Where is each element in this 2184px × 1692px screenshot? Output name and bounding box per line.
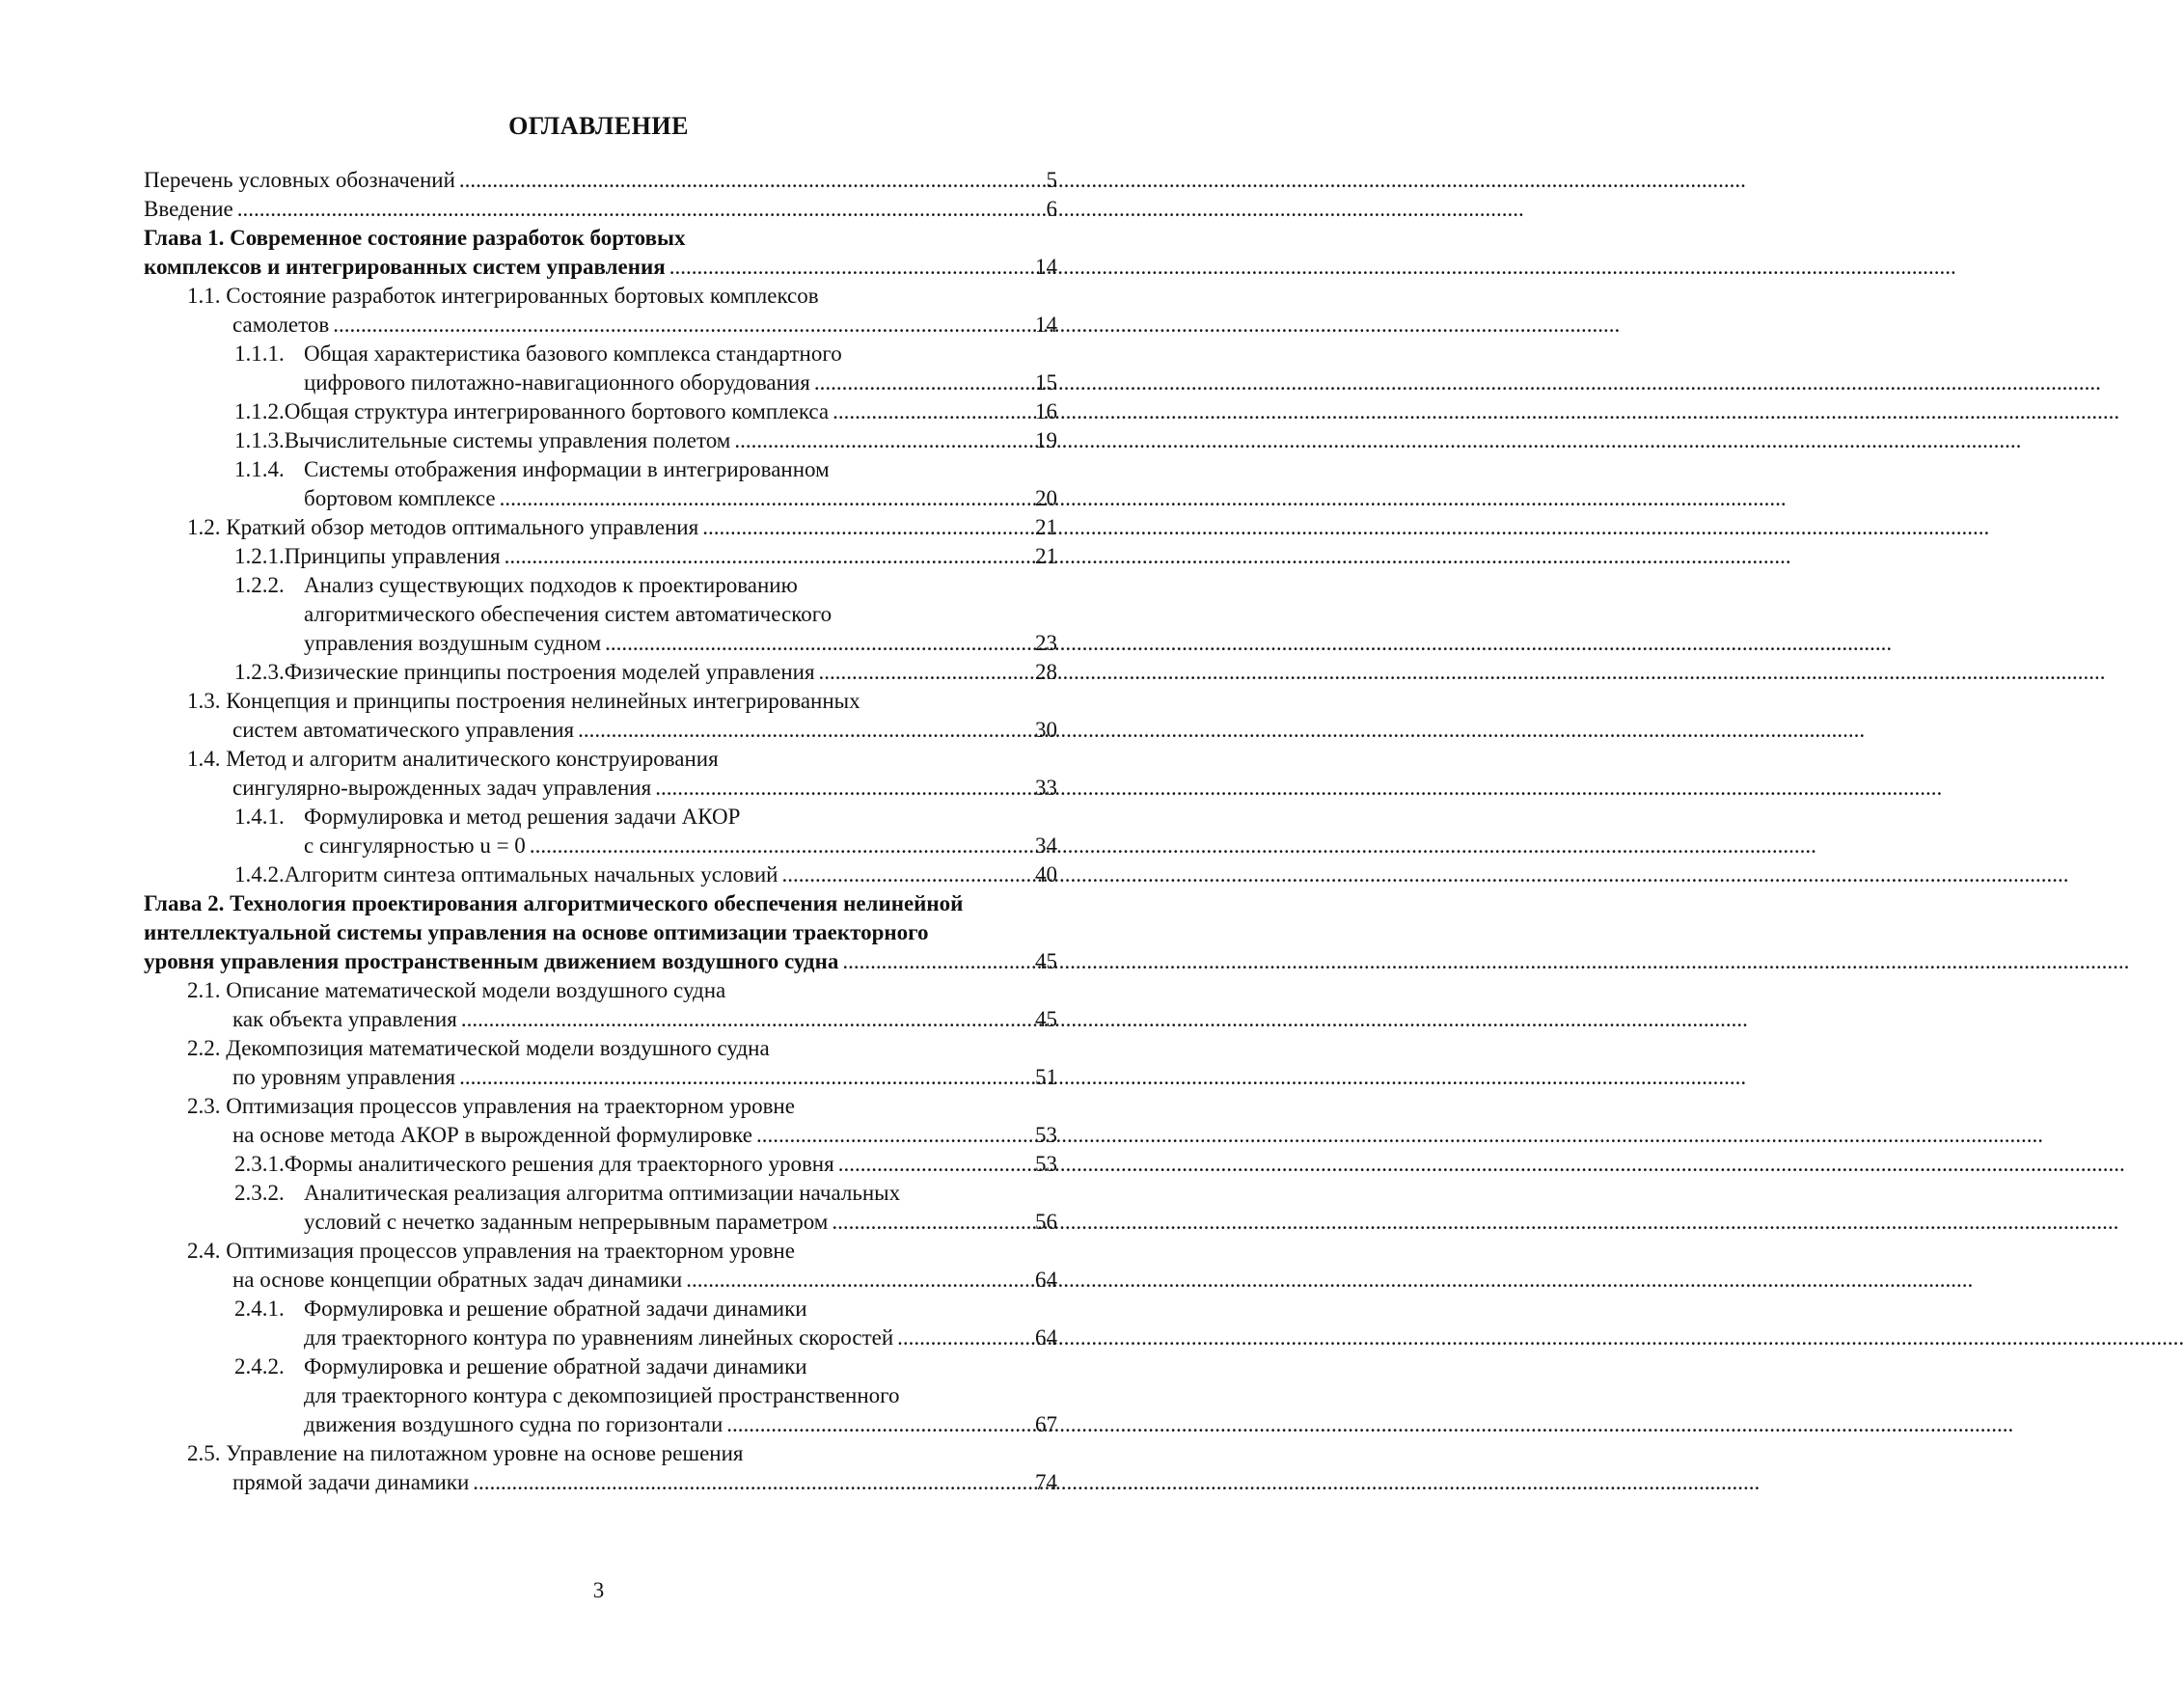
toc-entry-line (144, 282, 1057, 311)
page-number: 3 (592, 1578, 605, 1602)
toc-entry (144, 860, 1057, 889)
toc-page-number: 16 (1035, 399, 1057, 423)
dot-leader (459, 1063, 1033, 1092)
toc-entry-text: Системы отображения информации в интегрированном (304, 457, 830, 481)
toc-entry-text: 2.5. Управление на пилотажном уровне на основе решения (187, 1441, 744, 1465)
toc-page-number: 21 (1035, 544, 1057, 568)
toc-entry-line (144, 166, 1057, 195)
toc-entry-line (144, 1208, 1057, 1237)
toc-entry-line (144, 1150, 1057, 1179)
toc-page-number: 64 (1035, 1325, 1057, 1350)
dot-leader (897, 1324, 1033, 1352)
toc-entry (144, 282, 1057, 340)
toc-entry (144, 1092, 1057, 1150)
dot-leader (842, 947, 1033, 976)
toc-entry (144, 976, 1057, 1034)
toc-entry-line (144, 1468, 1057, 1497)
page-title: ОГЛАВЛЕНИЕ (508, 112, 689, 140)
dot-leader (814, 368, 1033, 397)
toc-entry (144, 1439, 1057, 1497)
toc-entry (144, 1150, 1057, 1179)
toc-entry-line (144, 1179, 1057, 1208)
toc-entry-line (144, 1352, 1057, 1381)
toc-entry (144, 166, 1057, 195)
toc-entry-text: на основе концепции обратных задач динамики (232, 1268, 683, 1292)
toc-page-number: 20 (1035, 486, 1057, 510)
toc-entry-text: цифрового пилотажно-навигационного оборудования (304, 370, 810, 395)
toc-entry-text: управления воздушным судном (304, 631, 602, 655)
toc-entry-text: Общая характеристика базового комплекса стандартного (304, 341, 842, 366)
toc-entry-line (144, 484, 1057, 513)
toc-entry (144, 542, 1057, 571)
toc-entry-line (144, 571, 1057, 600)
toc-entry-number: 1.1.2. (234, 399, 285, 423)
toc-entry-text: Глава 2. Технология проектирования алгоритмического обеспечения нелинейной (144, 891, 964, 915)
toc-entry-text: 1.3. Концепция и принципы построения нелинейных интегрированных (187, 689, 860, 713)
toc-entry-text: интеллектуальной системы управления на основе оптимизации траекторного (144, 920, 929, 944)
toc-page-number: 19 (1035, 428, 1057, 452)
toc-entry-line (144, 513, 1057, 542)
toc-entry-number: 1.2.3. (234, 660, 285, 684)
toc-entry-number: 2.3.1. (234, 1152, 285, 1176)
toc-entry-text: самолетов (232, 313, 330, 337)
dot-leader (756, 1121, 1033, 1150)
toc-page-number: 15 (1035, 370, 1057, 395)
toc-entry-text: Принципы управления (284, 544, 501, 568)
toc-entry-line (144, 311, 1057, 340)
toc-entry-number: 2.4.2. (234, 1354, 285, 1378)
toc-page-number: 14 (1035, 313, 1057, 337)
toc-entry-line (144, 1121, 1057, 1150)
toc-entry (144, 687, 1057, 745)
toc-entry (144, 397, 1057, 426)
toc-page-number: 64 (1035, 1268, 1057, 1292)
toc-entry-line (144, 658, 1057, 687)
toc-entry-line (144, 1005, 1057, 1034)
toc-entry (144, 803, 1057, 860)
toc-page-number: 51 (1035, 1065, 1057, 1089)
toc-entry-line (144, 1063, 1057, 1092)
dot-leader (578, 716, 1033, 745)
toc-entry-line (144, 1439, 1057, 1468)
toc-entry-number: 1.4.2. (234, 862, 285, 887)
toc-entry-number: 1.1.1. (234, 341, 285, 366)
toc-entry-line (144, 629, 1057, 658)
toc-entry-line (144, 832, 1057, 860)
toc-entry (144, 340, 1057, 397)
toc-entry-text: с сингулярностью u = 0 (304, 833, 526, 858)
dot-leader (686, 1266, 1033, 1295)
dot-leader (459, 166, 1045, 195)
toc-page-number: 74 (1035, 1470, 1057, 1494)
toc-entry-line (144, 1034, 1057, 1063)
toc-entry-line (144, 803, 1057, 832)
toc-entry-text: 1.2. Краткий обзор методов оптимального управления (187, 515, 699, 539)
dot-leader (819, 658, 1033, 687)
toc-entry-text: Формулировка и метод решения задачи АКОР (304, 805, 741, 829)
toc-entry-line (144, 224, 1057, 253)
toc-entry-line (144, 340, 1057, 368)
dot-leader (237, 195, 1045, 224)
toc-page-number: 23 (1035, 631, 1057, 655)
toc-entry-line (144, 1410, 1057, 1439)
toc-entry (144, 1295, 1057, 1352)
toc-entry (144, 224, 1057, 282)
dot-leader (333, 311, 1033, 340)
toc-entry-text: Формулировка и решение обратной задачи динамики (304, 1354, 807, 1378)
dot-leader (473, 1468, 1033, 1497)
dot-leader (461, 1005, 1033, 1034)
toc-entry-line (144, 1324, 1057, 1352)
toc-entry-line (144, 600, 1057, 629)
toc-entry-line (144, 1295, 1057, 1324)
toc-entry-text: систем автоматического управления (232, 718, 575, 742)
toc-entry-number: 1.1.4. (234, 457, 285, 481)
table-of-contents (144, 166, 1057, 1497)
toc-entry-number: 1.2.2. (234, 573, 285, 597)
toc-page-number: 14 (1035, 255, 1057, 279)
toc-page-number: 6 (1046, 197, 1057, 221)
dot-leader (702, 513, 1033, 542)
toc-entry (144, 658, 1057, 687)
dot-leader (655, 774, 1033, 803)
toc-entry-line (144, 542, 1057, 571)
toc-page-number: 30 (1035, 718, 1057, 742)
toc-entry-text: 1.4. Метод и алгоритм аналитического конструирования (187, 747, 719, 771)
toc-entry (144, 195, 1057, 224)
toc-entry-text: алгоритмического обеспечения систем автоматического (304, 602, 833, 626)
toc-entry-line (144, 397, 1057, 426)
toc-page-number: 21 (1035, 515, 1057, 539)
toc-entry-text: Физические принципы построения моделей управления (284, 660, 815, 684)
dot-leader (781, 860, 1033, 889)
toc-entry-line (144, 889, 1057, 918)
dot-leader (832, 1208, 1033, 1237)
toc-page-number: 34 (1035, 833, 1057, 858)
toc-entry-text: сингулярно-вырожденных задач управления (232, 776, 652, 800)
toc-entry-line (144, 716, 1057, 745)
toc-page-number: 53 (1035, 1152, 1057, 1176)
toc-entry (144, 455, 1057, 513)
toc-entry (144, 426, 1057, 455)
dot-leader (669, 253, 1033, 282)
toc-page-number: 45 (1035, 949, 1057, 973)
toc-entry-number: 1.2.1. (234, 544, 285, 568)
toc-page-number: 33 (1035, 776, 1057, 800)
toc-entry-text: для траекторного контура с декомпозицией пространственного (304, 1383, 900, 1407)
toc-entry-text: уровня управления пространственным движением воздушного судна (144, 949, 839, 973)
toc-entry-text: 1.1. Состояние разработок интегрированных бортовых комплексов (187, 284, 819, 308)
toc-entry-text: Вычислительные системы управления полетом (284, 428, 731, 452)
dot-leader (500, 484, 1033, 513)
toc-entry-text: 2.2. Декомпозиция математической модели воздушного судна (187, 1036, 770, 1060)
toc-entry-text: Введение (144, 197, 233, 221)
dot-leader (838, 1150, 1033, 1179)
toc-entry-line (144, 1381, 1057, 1410)
toc-entry-line (144, 426, 1057, 455)
toc-entry-text: Анализ существующих подходов к проектированию (304, 573, 798, 597)
toc-page-number: 28 (1035, 660, 1057, 684)
toc-entry-line (144, 195, 1057, 224)
toc-entry (144, 1237, 1057, 1295)
toc-page-number: 45 (1035, 1007, 1057, 1031)
toc-entry-line (144, 687, 1057, 716)
toc-entry-text: Глава 1. Современное состояние разработок бортовых (144, 226, 686, 250)
toc-entry-line (144, 774, 1057, 803)
toc-entry-line (144, 253, 1057, 282)
toc-entry-line (144, 368, 1057, 397)
toc-page-number: 56 (1035, 1210, 1057, 1234)
toc-page-number: 40 (1035, 862, 1057, 887)
toc-entry-text: Общая структура интегрированного бортового комплекса (284, 399, 830, 423)
toc-entry-text: 2.3. Оптимизация процессов управления на траекторном уровне (187, 1094, 795, 1118)
toc-entry-line (144, 947, 1057, 976)
toc-entry-text: движения воздушного судна по горизонтали (304, 1412, 723, 1436)
toc-entry-line (144, 860, 1057, 889)
toc-page-number: 67 (1035, 1412, 1057, 1436)
toc-page-number: 53 (1035, 1123, 1057, 1147)
dot-leader (530, 832, 1033, 860)
toc-entry-line (144, 455, 1057, 484)
toc-entry-text: Формы аналитического решения для траекторного уровня (284, 1152, 834, 1176)
toc-page-number: 5 (1046, 168, 1057, 192)
toc-entry (144, 745, 1057, 803)
toc-entry (144, 513, 1057, 542)
toc-entry-text: прямой задачи динамики (232, 1470, 470, 1494)
toc-entry-line (144, 976, 1057, 1005)
toc-entry-line (144, 918, 1057, 947)
dot-leader (726, 1410, 1033, 1439)
toc-entry-number: 1.4.1. (234, 805, 285, 829)
dot-leader (833, 397, 1033, 426)
toc-entry-line (144, 745, 1057, 774)
toc-entry-text: 2.4. Оптимизация процессов управления на траекторном уровне (187, 1239, 795, 1263)
toc-entry-text: для траекторного контура по уравнениям линейных скоростей (304, 1325, 894, 1350)
toc-entry (144, 889, 1057, 976)
toc-entry-line (144, 1237, 1057, 1266)
toc-entry-number: 2.3.2. (234, 1181, 285, 1205)
toc-entry-text: 2.1. Описание математической модели воздушного судна (187, 978, 726, 1002)
toc-entry (144, 1034, 1057, 1092)
toc-entry-number: 1.1.3. (234, 428, 285, 452)
toc-entry-text: как объекта управления (232, 1007, 457, 1031)
toc-entry-text: Формулировка и решение обратной задачи динамики (304, 1296, 807, 1321)
toc-entry-text: условий с нечетко заданным непрерывным параметром (304, 1210, 829, 1234)
toc-entry (144, 571, 1057, 658)
toc-entry (144, 1352, 1057, 1439)
toc-entry-text: по уровням управления (232, 1065, 456, 1089)
dot-leader (505, 542, 1033, 571)
toc-entry-text: Аналитическая реализация алгоритма оптимизации начальных (304, 1181, 901, 1205)
toc-entry-line (144, 1266, 1057, 1295)
toc-entry-text: бортовом комплексе (304, 486, 496, 510)
toc-entry-line (144, 1092, 1057, 1121)
dot-leader (605, 629, 1033, 658)
toc-entry (144, 1179, 1057, 1237)
toc-entry-text: Алгоритм синтеза оптимальных начальных условий (284, 862, 778, 887)
toc-entry-text: на основе метода АКОР в вырожденной формулировке (232, 1123, 752, 1147)
toc-entry-text: Перечень условных обозначений (144, 168, 455, 192)
toc-entry-text: комплексов и интегрированных систем управления (144, 255, 666, 279)
toc-entry-number: 2.4.1. (234, 1296, 285, 1321)
dot-leader (734, 426, 1033, 455)
